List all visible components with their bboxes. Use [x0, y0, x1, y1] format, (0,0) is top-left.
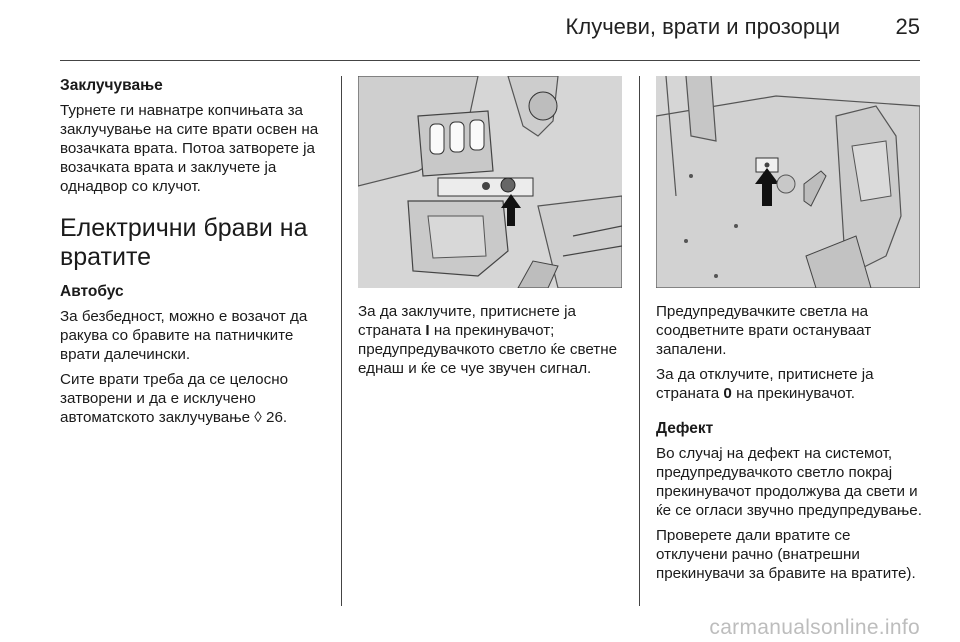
locking-heading: Заклучување [60, 77, 163, 94]
unlock-text-start: За да отклучите, притиснете ја страната [656, 366, 874, 402]
lights-paragraph: Предупредувачките светла на соодветните врати остануваат запалени. [656, 303, 872, 358]
fault-paragraph: Во случај на дефект на системот, предупредувачкото светло покрај прекинувачот продолжува да свети и ќе се огласи звучно предупредување. [656, 445, 922, 519]
header-rule [60, 60, 920, 61]
page-reference-icon: ◊ [254, 409, 262, 426]
bus-heading: Автобус [60, 283, 124, 300]
section-title: Електрични брави на вратите [60, 214, 308, 271]
unlock-paragraph [656, 365, 922, 403]
column-3 [656, 76, 922, 589]
column-1 [60, 76, 328, 433]
locking-paragraph: Турнете ги навнатре копчињата за заклучување на сите врати освен на возачката врата. Потоа затворете ја возачката врата и заклучете ја однадвор со клучот. [60, 102, 319, 195]
switch-position-label: I [425, 322, 430, 339]
header-title: Клучеви, врати и прозорци [565, 14, 840, 39]
doors-text: Сите врати треба да се целосно затворени и да е исклучено автоматското заклучување [60, 371, 289, 426]
lock-caption-start: За да заклучите, притиснете ја страната [358, 303, 576, 339]
page-reference-link[interactable]: 26. [266, 409, 288, 426]
column-2 [358, 76, 628, 384]
lock-caption [358, 302, 628, 378]
bus-paragraph: За безбедност, можно е возачот да ракува со бравите на патничките врати далечински. [60, 308, 308, 363]
check-paragraph: Проверете дали вратите се отклучени рачно (внатрешни прекинувачи за бравите на вратите). [656, 527, 916, 582]
page-number: 25 [895, 14, 920, 39]
lock-caption-end: на прекинувачот; предупредувачкото светло ќе светне еднаш и ќе се чуе звучен сигнал. [358, 322, 618, 377]
column-divider-1 [341, 76, 342, 606]
switch-position-zero-label: 0 [723, 385, 732, 402]
dashboard-switch-illustration [358, 76, 622, 288]
unlock-text-end: на прекинувачот. [736, 385, 855, 402]
column-divider-2 [639, 76, 640, 606]
doors-paragraph [60, 370, 328, 427]
fault-heading: Дефект [656, 420, 714, 437]
door-switch-illustration [656, 76, 920, 288]
watermark: carmanualsonline.info [709, 616, 920, 639]
